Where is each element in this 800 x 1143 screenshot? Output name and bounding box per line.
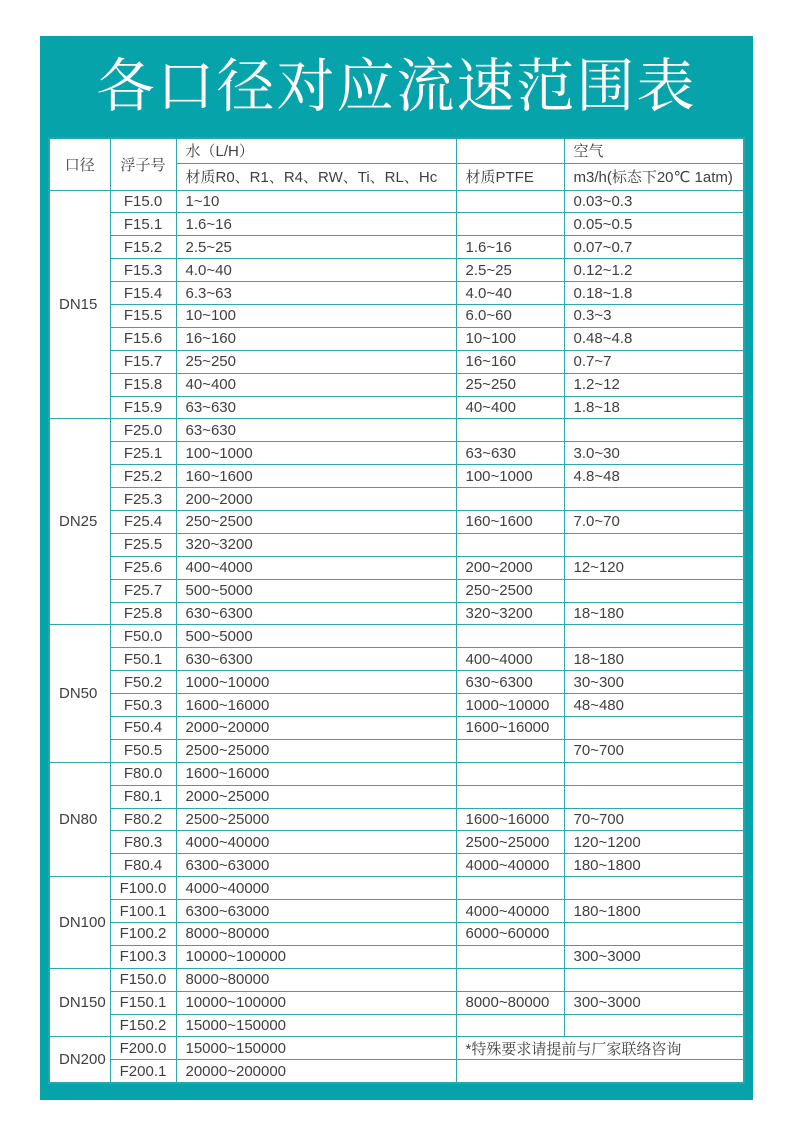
air-range-cell: 7.0~70 (564, 510, 744, 533)
table-row (49, 488, 744, 511)
water-range-cell: 8000~80000 (176, 968, 456, 991)
page-title: 各口径对应流速范围表 (96, 54, 697, 119)
table-row (49, 579, 744, 602)
table-row (49, 739, 744, 762)
water-range-cell: 100~1000 (176, 442, 456, 465)
ptfe-range-cell: 4.0~40 (456, 282, 564, 305)
air-range-cell: 300~3000 (564, 945, 744, 968)
air-range-cell: 0.07~0.7 (564, 236, 744, 259)
air-range-cell (564, 762, 744, 785)
diameter-cell: DN50 (49, 625, 110, 762)
header-water-title: 水（L/H） (176, 138, 456, 163)
float-number-cell: F25.8 (110, 602, 176, 625)
ptfe-range-cell: 10~100 (456, 327, 564, 350)
ptfe-range-cell (456, 1014, 564, 1037)
air-range-cell: 48~480 (564, 694, 744, 717)
water-range-cell: 4.0~40 (176, 259, 456, 282)
table-row (49, 877, 744, 900)
table-row (49, 625, 744, 648)
air-range-cell: 30~300 (564, 671, 744, 694)
table-row (49, 533, 744, 556)
air-range-cell (564, 488, 744, 511)
ptfe-range-cell: 1000~10000 (456, 694, 564, 717)
float-number-cell: F50.0 (110, 625, 176, 648)
air-range-cell: 0.05~0.5 (564, 213, 744, 236)
water-range-cell: 250~2500 (176, 510, 456, 533)
ptfe-range-cell: 160~1600 (456, 510, 564, 533)
water-range-cell: 63~630 (176, 419, 456, 442)
water-range-cell: 400~4000 (176, 556, 456, 579)
ptfe-range-cell: 16~160 (456, 350, 564, 373)
table-row (49, 648, 744, 671)
float-number-cell: F100.3 (110, 945, 176, 968)
water-range-cell: 630~6300 (176, 648, 456, 671)
air-range-cell: 180~1800 (564, 854, 744, 877)
table-row (49, 991, 744, 1014)
float-number-cell: F50.4 (110, 716, 176, 739)
water-range-cell: 6300~63000 (176, 854, 456, 877)
ptfe-range-cell (456, 877, 564, 900)
ptfe-range-cell (456, 419, 564, 442)
float-number-cell: F50.3 (110, 694, 176, 717)
ptfe-range-cell: 250~2500 (456, 579, 564, 602)
float-number-cell: F15.1 (110, 213, 176, 236)
table-row (49, 831, 744, 854)
water-range-cell: 8000~80000 (176, 923, 456, 946)
air-range-cell (564, 716, 744, 739)
diameter-cell: DN80 (49, 762, 110, 876)
table-row (49, 785, 744, 808)
table-row (49, 327, 744, 350)
water-range-cell: 160~1600 (176, 465, 456, 488)
table-row (49, 236, 744, 259)
table-header (49, 138, 744, 190)
ptfe-range-cell (456, 533, 564, 556)
ptfe-range-cell: 1600~16000 (456, 808, 564, 831)
ptfe-range-cell (456, 968, 564, 991)
float-number-cell: F25.2 (110, 465, 176, 488)
float-number-cell: F15.0 (110, 190, 176, 213)
air-range-cell: 0.7~7 (564, 350, 744, 373)
air-range-cell (564, 877, 744, 900)
table-row (49, 945, 744, 968)
water-range-cell: 15000~150000 (176, 1037, 456, 1060)
float-number-cell: F15.5 (110, 304, 176, 327)
air-range-cell: 18~180 (564, 648, 744, 671)
water-range-cell: 4000~40000 (176, 877, 456, 900)
table-row (49, 716, 744, 739)
water-range-cell: 2500~25000 (176, 808, 456, 831)
ptfe-range-cell (456, 190, 564, 213)
table-row (49, 259, 744, 282)
float-number-cell: F80.4 (110, 854, 176, 877)
water-range-cell: 1600~16000 (176, 694, 456, 717)
ptfe-range-cell: 400~4000 (456, 648, 564, 671)
ptfe-range-cell: 100~1000 (456, 465, 564, 488)
air-range-cell (564, 968, 744, 991)
ptfe-range-cell: 6000~60000 (456, 923, 564, 946)
float-number-cell: F15.6 (110, 327, 176, 350)
ptfe-range-cell: 2.5~25 (456, 259, 564, 282)
header-diameter: 口径 (49, 138, 110, 190)
float-number-cell: F80.0 (110, 762, 176, 785)
table-row (49, 694, 744, 717)
header-ptfe-spacer (456, 138, 564, 163)
water-range-cell: 4000~40000 (176, 831, 456, 854)
float-number-cell: F15.2 (110, 236, 176, 259)
water-range-cell: 2.5~25 (176, 236, 456, 259)
header-water-materials: 材质R0、R1、R4、RW、Ti、RL、Hc (176, 163, 456, 190)
water-range-cell: 500~5000 (176, 625, 456, 648)
air-range-cell (564, 625, 744, 648)
water-range-cell: 2000~25000 (176, 785, 456, 808)
ptfe-range-cell: 1.6~16 (456, 236, 564, 259)
water-range-cell: 630~6300 (176, 602, 456, 625)
float-number-cell: F25.6 (110, 556, 176, 579)
water-range-cell: 15000~150000 (176, 1014, 456, 1037)
air-range-cell: 0.18~1.8 (564, 282, 744, 305)
air-range-cell: 0.03~0.3 (564, 190, 744, 213)
table-row (49, 442, 744, 465)
ptfe-range-cell (456, 213, 564, 236)
diameter-cell: DN100 (49, 877, 110, 969)
water-range-cell: 6300~63000 (176, 900, 456, 923)
float-number-cell: F15.4 (110, 282, 176, 305)
table-row (49, 396, 744, 419)
water-range-cell: 16~160 (176, 327, 456, 350)
diameter-cell: DN25 (49, 419, 110, 625)
water-range-cell: 1.6~16 (176, 213, 456, 236)
float-number-cell: F150.1 (110, 991, 176, 1014)
diameter-cell: DN200 (49, 1037, 110, 1083)
float-number-cell: F25.7 (110, 579, 176, 602)
float-number-cell: F25.4 (110, 510, 176, 533)
header-air-title: 空气 (564, 138, 744, 163)
header-air-unit: m3/h(标态下20℃ 1atm) (564, 163, 744, 190)
water-range-cell: 63~630 (176, 396, 456, 419)
diameter-cell: DN15 (49, 190, 110, 419)
float-number-cell: F15.8 (110, 373, 176, 396)
float-number-cell: F80.3 (110, 831, 176, 854)
air-range-cell: 0.48~4.8 (564, 327, 744, 350)
float-number-cell: F15.7 (110, 350, 176, 373)
float-number-cell: F80.2 (110, 808, 176, 831)
ptfe-range-cell: 320~3200 (456, 602, 564, 625)
ptfe-range-cell (456, 785, 564, 808)
table-row (49, 510, 744, 533)
air-range-cell: 120~1200 (564, 831, 744, 854)
table-row (49, 1060, 744, 1083)
table-row (49, 556, 744, 579)
air-range-cell: 12~120 (564, 556, 744, 579)
ptfe-range-cell (456, 625, 564, 648)
float-number-cell: F200.1 (110, 1060, 176, 1083)
water-range-cell: 1000~10000 (176, 671, 456, 694)
ptfe-range-cell: 25~250 (456, 373, 564, 396)
ptfe-range-cell: 4000~40000 (456, 900, 564, 923)
float-number-cell: F100.2 (110, 923, 176, 946)
note-cell: *特殊要求请提前与厂家联络咨询 (456, 1037, 744, 1060)
table-row (49, 304, 744, 327)
water-range-cell: 2500~25000 (176, 739, 456, 762)
table-row (49, 671, 744, 694)
table-row (49, 854, 744, 877)
header-row-1 (49, 138, 744, 163)
air-range-cell (564, 785, 744, 808)
float-number-cell: F25.3 (110, 488, 176, 511)
float-number-cell: F50.2 (110, 671, 176, 694)
air-range-cell (564, 1014, 744, 1037)
air-range-cell: 70~700 (564, 808, 744, 831)
ptfe-range-cell: 630~6300 (456, 671, 564, 694)
ptfe-range-cell (456, 762, 564, 785)
float-number-cell: F25.5 (110, 533, 176, 556)
table-row (49, 373, 744, 396)
float-number-cell: F25.0 (110, 419, 176, 442)
table-row (49, 923, 744, 946)
float-number-cell: F80.1 (110, 785, 176, 808)
air-range-cell: 1.8~18 (564, 396, 744, 419)
teal-panel (40, 36, 753, 1100)
float-number-cell: F25.1 (110, 442, 176, 465)
water-range-cell: 1~10 (176, 190, 456, 213)
table-row (49, 968, 744, 991)
float-number-cell: F50.1 (110, 648, 176, 671)
ptfe-range-cell: 2500~25000 (456, 831, 564, 854)
air-range-cell (564, 419, 744, 442)
table-row (49, 213, 744, 236)
float-number-cell: F100.1 (110, 900, 176, 923)
table-row (49, 900, 744, 923)
air-range-cell (564, 533, 744, 556)
water-range-cell: 25~250 (176, 350, 456, 373)
ptfe-range-cell: 63~630 (456, 442, 564, 465)
air-range-cell (564, 923, 744, 946)
diameter-cell: DN150 (49, 968, 110, 1037)
float-number-cell: F200.0 (110, 1037, 176, 1060)
ptfe-range-cell (456, 945, 564, 968)
water-range-cell: 10~100 (176, 304, 456, 327)
table-row (49, 762, 744, 785)
merged-empty-cell (456, 1060, 744, 1083)
water-range-cell: 10000~100000 (176, 991, 456, 1014)
header-float: 浮子号 (110, 138, 176, 190)
ptfe-range-cell: 8000~80000 (456, 991, 564, 1014)
air-range-cell: 300~3000 (564, 991, 744, 1014)
water-range-cell: 200~2000 (176, 488, 456, 511)
float-number-cell: F150.0 (110, 968, 176, 991)
water-range-cell: 320~3200 (176, 533, 456, 556)
table-body (49, 190, 744, 1083)
ptfe-range-cell: 6.0~60 (456, 304, 564, 327)
water-range-cell: 500~5000 (176, 579, 456, 602)
flow-range-table (48, 137, 745, 1084)
water-range-cell: 1600~16000 (176, 762, 456, 785)
table-row (49, 282, 744, 305)
table-row (49, 419, 744, 442)
table-row (49, 808, 744, 831)
table-row (49, 1014, 744, 1037)
float-number-cell: F50.5 (110, 739, 176, 762)
table-row (49, 190, 744, 213)
header-ptfe: 材质PTFE (456, 163, 564, 190)
water-range-cell: 20000~200000 (176, 1060, 456, 1083)
ptfe-range-cell (456, 488, 564, 511)
ptfe-range-cell (456, 739, 564, 762)
air-range-cell: 0.12~1.2 (564, 259, 744, 282)
float-number-cell: F15.3 (110, 259, 176, 282)
table-row (49, 465, 744, 488)
air-range-cell: 4.8~48 (564, 465, 744, 488)
air-range-cell: 180~1800 (564, 900, 744, 923)
table-row (49, 350, 744, 373)
ptfe-range-cell: 4000~40000 (456, 854, 564, 877)
water-range-cell: 40~400 (176, 373, 456, 396)
water-range-cell: 10000~100000 (176, 945, 456, 968)
air-range-cell (564, 579, 744, 602)
air-range-cell: 0.3~3 (564, 304, 744, 327)
ptfe-range-cell: 40~400 (456, 396, 564, 419)
float-number-cell: F15.9 (110, 396, 176, 419)
table-row (49, 602, 744, 625)
ptfe-range-cell: 1600~16000 (456, 716, 564, 739)
water-range-cell: 6.3~63 (176, 282, 456, 305)
air-range-cell: 1.2~12 (564, 373, 744, 396)
air-range-cell: 3.0~30 (564, 442, 744, 465)
air-range-cell: 70~700 (564, 739, 744, 762)
table-row (49, 1037, 744, 1060)
water-range-cell: 2000~20000 (176, 716, 456, 739)
ptfe-range-cell: 200~2000 (456, 556, 564, 579)
float-number-cell: F100.0 (110, 877, 176, 900)
air-range-cell: 18~180 (564, 602, 744, 625)
float-number-cell: F150.2 (110, 1014, 176, 1037)
